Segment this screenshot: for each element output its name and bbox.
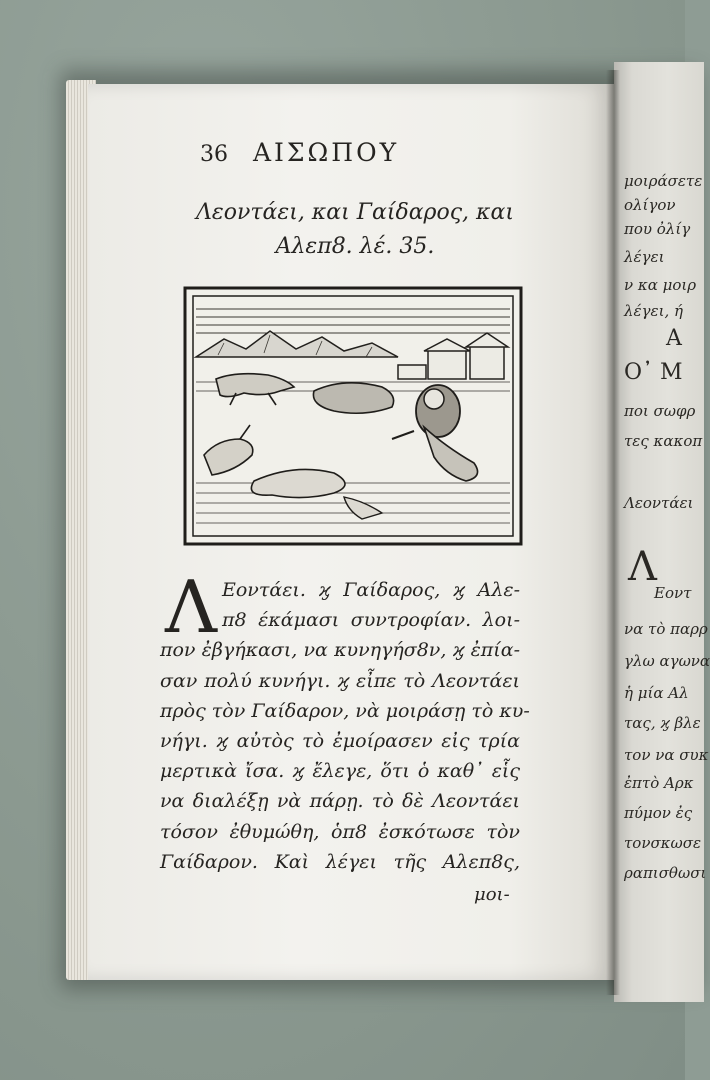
facing-line: που ὀλίγ: [624, 220, 691, 238]
facing-line: πύμον ἐς: [624, 804, 693, 822]
text-line: νήγι. ϗ αὐτὸς τὸ ἐμοίρασεν εἰς τρία: [160, 730, 520, 753]
fable-body: [160, 565, 530, 877]
text-line: πρὸς τὸν Γαίδαρον, νὰ μοιράσῃ τὸ κυ-: [160, 699, 530, 722]
facing-dropcap: Λ: [628, 544, 657, 590]
running-head-title: ΑΙΣΩΠΟΥ: [252, 138, 400, 167]
fable-title-line: Αλεπ8. λέ. 35.: [275, 234, 435, 259]
facing-line: γλω αγωνα: [624, 652, 710, 670]
facing-line: τας, ϗ βλε: [624, 714, 701, 732]
text-line: Γαίδαρον. Καὶ λέγει τῆς Αλεπ8ς,: [160, 850, 520, 873]
running-head: [200, 138, 460, 167]
catchword: μοι-: [474, 884, 510, 905]
facing-subtitle: Λεοντάει: [624, 494, 694, 512]
drop-cap: Λ: [165, 565, 217, 649]
text-line: π8 έκάμασι συντροφίαν. λοι-: [222, 609, 520, 632]
facing-line: να τὸ παρρ: [624, 620, 708, 638]
facing-page: [614, 62, 710, 1002]
facing-line: ολίγον: [624, 196, 676, 214]
text-line: τόσον ἐθυμώθη, ὁπ8 ἐσκότωσε τὸν: [160, 820, 520, 843]
page-number: 36: [200, 142, 228, 167]
text-line: Εοντάει. ϗ Γαίδαρος, ϗ Αλε-: [222, 579, 520, 601]
facing-line: τον να συκ: [624, 746, 709, 764]
woodcut-illustration: [184, 287, 522, 545]
text-line: μερτικὰ ἴσα. ϗ ἔλεγε, ὅτι ὁ καθ᾽ εἷς: [160, 760, 520, 783]
facing-line: ν κα μοιρ: [624, 276, 697, 294]
facing-heading: Α: [666, 326, 682, 351]
facing-line: ραπισθωσι: [624, 864, 707, 882]
fable-title: [190, 196, 520, 264]
facing-heading-word: Ο᾽ Μ: [624, 360, 683, 385]
facing-line: ἡ μία Αλ: [624, 684, 689, 702]
facing-line: μοιράσετε: [624, 172, 703, 190]
fable-title-line: Λεοντάει, και Γαίδαρος, και: [196, 200, 514, 225]
facing-line: ἐπτὸ Αρκ: [624, 774, 694, 792]
book-gutter: [606, 70, 620, 995]
text-line: πον ἐβγήκασι, να κυνηγήσ8ν, ϗ ἐπία-: [160, 639, 520, 662]
facing-line: Εοντ: [654, 584, 692, 602]
text-line: σαν πολύ κυνήγι. ϗ εἶπε τὸ Λεοντάει: [160, 669, 520, 692]
facing-line: τες κακοπ: [624, 432, 703, 450]
facing-line: ποι σωφρ: [624, 402, 696, 420]
facing-line: τονσκωσε: [624, 834, 702, 852]
text-line: να διαλέξῃ νὰ πάρῃ. τὸ δὲ Λεοντάει: [160, 790, 520, 813]
facing-line: λέγει: [624, 248, 665, 266]
facing-line: λέγει, ή: [624, 302, 683, 320]
